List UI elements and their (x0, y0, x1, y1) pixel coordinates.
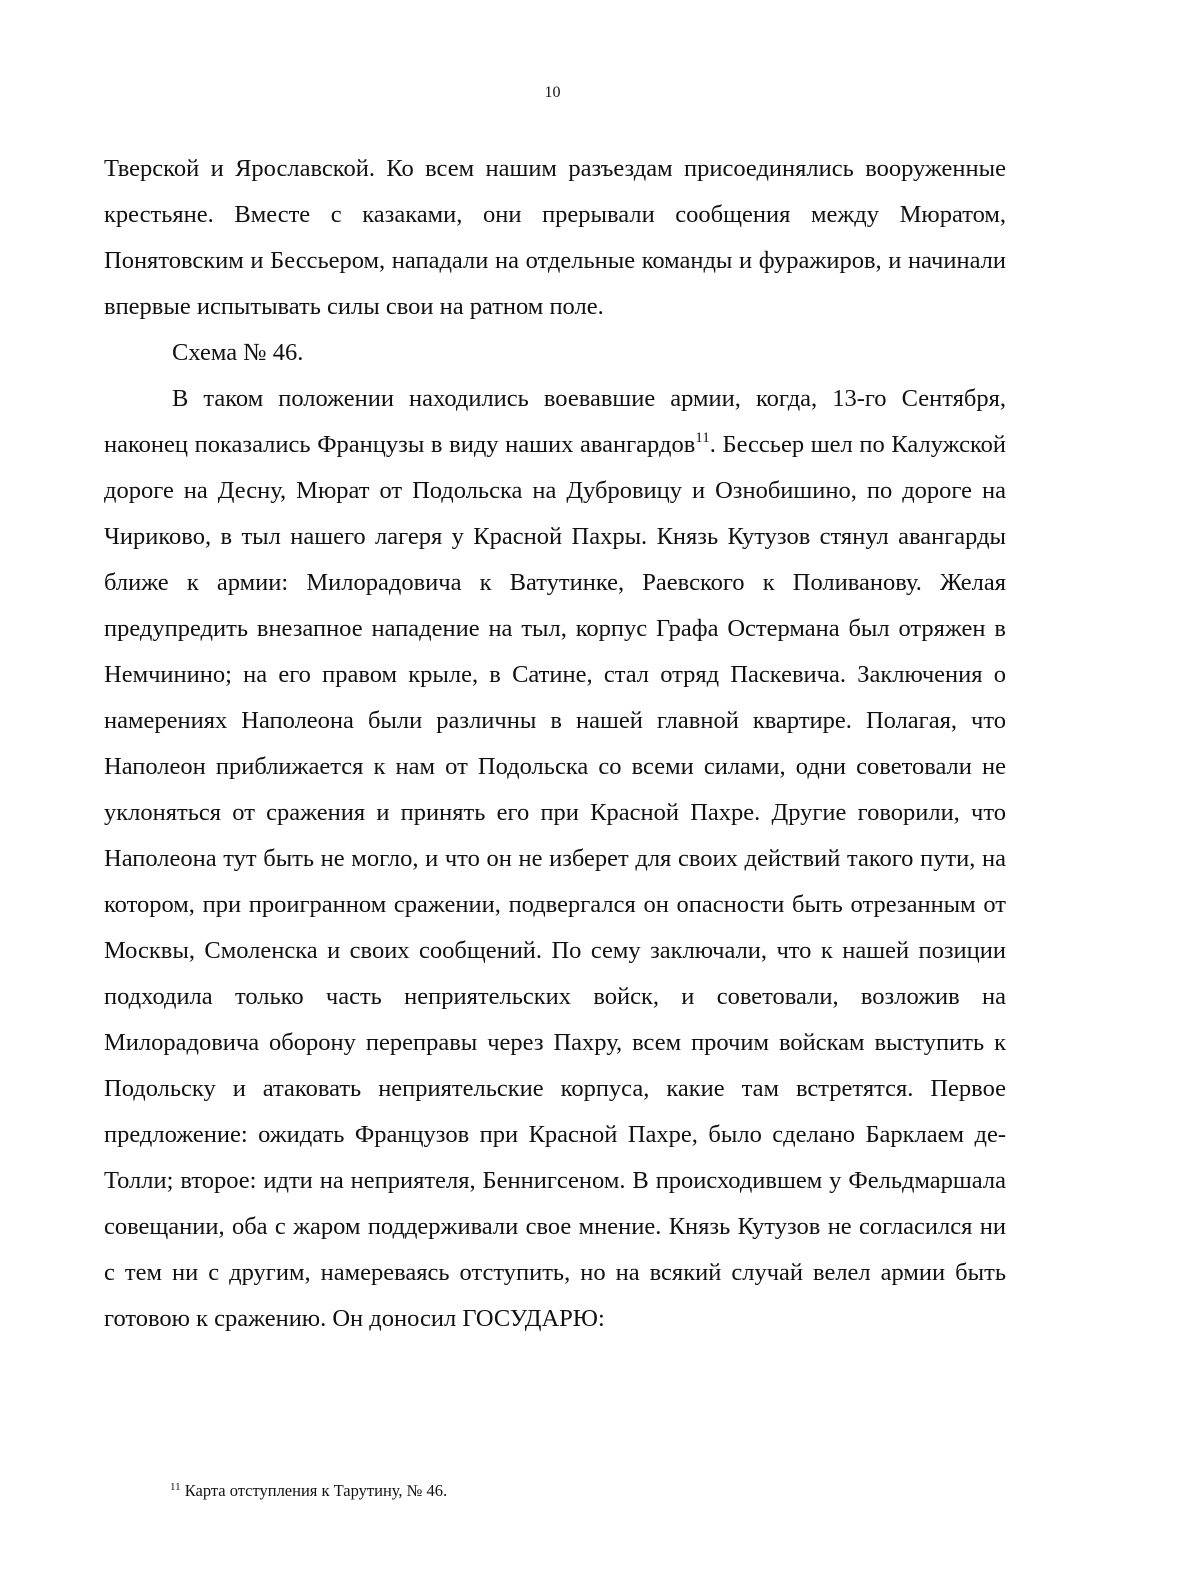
page-number: 10 (544, 84, 561, 101)
footnote (170, 1480, 970, 1502)
scheme-reference: Схема № 46. (172, 339, 304, 366)
footnote-reference: 11 (695, 430, 710, 446)
footnote-text: Карта отступления к Тарутину, № 46. (184, 1481, 448, 1500)
paragraph-main-text-start: В таком положении находились воевавшие армии, когда, 13-го Сентября, наконец показались Французы в виду наших авангардов (104, 385, 1006, 458)
paragraph-main (104, 376, 1006, 1342)
body-text (104, 146, 1006, 1342)
paragraph-continuation: Тверской и Ярославской. Ко всем нашим разъездам присоединялись вооруженные крестьяне. Вместе с казаками, они прерывали сообщения между Мюратом, Понятовским и Бессьером, нападали на отдельные команды и фуражиров, и начинали впервые испытывать силы свои на ратном поле. (104, 155, 1006, 320)
footnote-number: 11 (170, 1481, 181, 1493)
paragraph-main-text-end: . Бессьер шел по Калужской дороге на Десну, Мюрат от Подольска на Дубровицу и Ознобишино, по дороге на Чириково, в тыл нашего лагеря у Красной Пахры. Князь Кутузов стянул авангарды ближе к армии: Милорадовича к Ватутинке, Раевского к Поливанову. Желая предупредить внезапное нападение на тыл, корпус Графа Остермана был отряжен в Немчинино; на его правом крыле, в Сатине, стал отряд Паскевича. Заключения о намерениях Наполеона были различны в нашей главной квартире. Полагая, что Наполеон приближается к нам от Подольска со всеми силами, одни советовали не уклоняться от сражения и принять его при Красной Пахре. Другие говорили, что Наполеона тут быть не могло, и что он не изберет для своих действий такого пути, на котором, при проигранном сражении, подвергался он опасности быть отрезанным от Москвы, Смоленска и своих сообщений. По сему заключали, что к нашей позиции подходила только часть неприятельских войск, и советовали, возложив на Милорадовича оборону переправы через Пахру, всем прочим войскам выступить к Подольску и атаковать неприятельские корпуса, какие там встретятся. Первое предложение: ожидать Французов при Красной Пахре, было сделано Барклаем де-Толли; второе: идти на неприятеля, Беннигсеном. В происходившем у Фельдмаршала совещании, оба с жаром поддерживали свое мнение. Князь Кутузов не согласился ни с тем ни с другим, намереваясь отступить, но на всякий случай велел армии быть готовою к сражению. Он доносил ГОСУДАРЮ: (104, 431, 1006, 1332)
